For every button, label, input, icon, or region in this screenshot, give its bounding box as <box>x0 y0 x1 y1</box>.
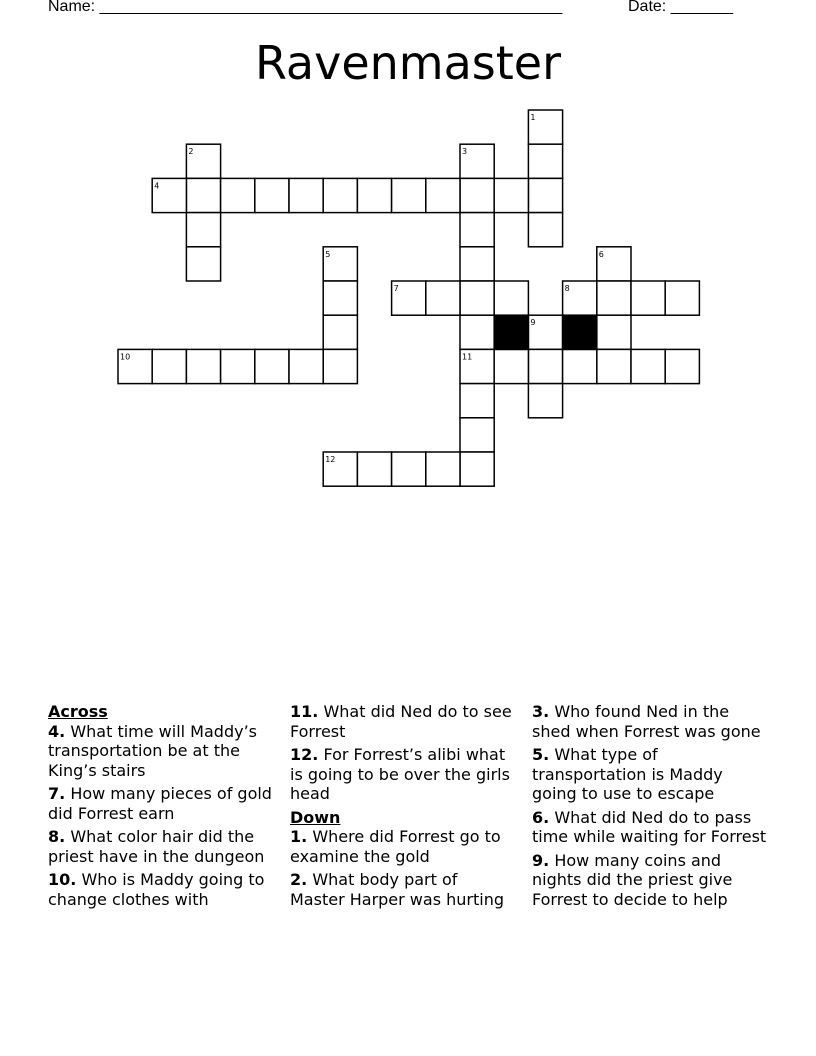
grid-cell[interactable] <box>186 349 220 383</box>
black-square <box>494 315 528 349</box>
clue-down-2 <box>290 870 516 909</box>
grid-cell[interactable] <box>494 281 528 315</box>
clue-number-label: 10 <box>120 352 131 362</box>
across-heading: Across <box>48 702 108 721</box>
grid-cell[interactable] <box>460 178 494 212</box>
grid-cell[interactable] <box>186 178 220 212</box>
grid-cell[interactable] <box>631 349 665 383</box>
clue-text: What color hair did the priest have in the dungeon <box>48 827 265 866</box>
clue-text: Who is Maddy going to change clothes with <box>48 870 265 909</box>
crossword-grid <box>0 0 816 520</box>
grid-cell[interactable] <box>460 452 494 486</box>
clue-down-5 <box>532 745 768 804</box>
clue-across-8 <box>48 827 284 866</box>
grid-cell[interactable] <box>528 178 562 212</box>
grid-cell[interactable] <box>221 178 255 212</box>
grid-cell[interactable] <box>460 418 494 452</box>
clue-column-3 <box>532 702 768 913</box>
grid-cell[interactable] <box>460 281 494 315</box>
grid-cell[interactable] <box>392 452 426 486</box>
grid-cell[interactable] <box>528 213 562 247</box>
grid-cell[interactable] <box>528 144 562 178</box>
grid-cell[interactable] <box>426 178 460 212</box>
grid-cell[interactable] <box>665 281 699 315</box>
clue-number-label: 2 <box>188 147 194 157</box>
grid-cell[interactable] <box>597 349 631 383</box>
grid-cell[interactable] <box>186 213 220 247</box>
grid-cell[interactable] <box>494 178 528 212</box>
grid-cell[interactable] <box>323 281 357 315</box>
grid-cell[interactable] <box>186 247 220 281</box>
clue-down-9 <box>532 851 768 910</box>
page-title: Ravenmaster <box>254 36 562 90</box>
clue-text: What did Ned do to pass time while waiting for Forrest <box>532 807 767 846</box>
clue-number: 5. <box>532 745 550 764</box>
grid-cell[interactable] <box>460 247 494 281</box>
clue-text: How many coins and nights did the priest give Forrest to decide to help <box>532 850 733 909</box>
clue-number-label: 12 <box>325 455 336 464</box>
grid-cell[interactable] <box>426 452 460 486</box>
grid-cell[interactable] <box>528 384 562 418</box>
clue-across-4 <box>48 722 284 781</box>
clue-text: What time will Maddy’s transportation be at the King’s stairs <box>48 721 257 780</box>
name-field: Name: ____________________________________________________ <box>48 0 563 15</box>
grid-cell[interactable] <box>460 315 494 349</box>
grid-cell[interactable] <box>563 349 597 383</box>
clue-number-label: 5 <box>325 249 331 259</box>
clue-number: 7. <box>48 784 66 803</box>
clue-number: 8. <box>48 827 66 846</box>
grid-cell[interactable] <box>597 315 631 349</box>
clue-number-label: 4 <box>154 181 160 191</box>
clue-text: What type of transportation is Maddy going to use to escape <box>532 745 723 803</box>
grid-cell[interactable] <box>631 281 665 315</box>
grid-cell[interactable] <box>665 349 699 383</box>
grid-cell[interactable] <box>392 178 426 212</box>
clue-across-12 <box>290 745 516 804</box>
grid-cell[interactable] <box>460 384 494 418</box>
clue-number: 4. <box>48 721 66 741</box>
clue-column-2 <box>290 702 516 913</box>
grid-cell[interactable] <box>323 178 357 212</box>
clue-number: 9. <box>532 850 550 870</box>
grid-cell[interactable] <box>323 349 357 383</box>
down-heading: Down <box>290 807 341 827</box>
clue-across-10 <box>48 870 284 909</box>
grid-cell[interactable] <box>426 281 460 315</box>
black-square <box>563 315 597 349</box>
grid-cell[interactable] <box>357 452 391 486</box>
clue-number: 2. <box>290 870 308 889</box>
grid-cell[interactable] <box>494 349 528 383</box>
clue-text: For Forrest’s alibi what is going to be over the girls head <box>290 745 510 803</box>
grid-cell[interactable] <box>357 178 391 212</box>
clue-down-3 <box>532 702 768 741</box>
clue-number-label: 11 <box>462 352 473 362</box>
clue-number-label: 9 <box>530 318 536 328</box>
clue-number: 12. <box>290 745 319 764</box>
grid-cell[interactable] <box>528 349 562 383</box>
grid-cell[interactable] <box>255 349 289 383</box>
clue-number: 11. <box>290 702 319 721</box>
clue-number: 6. <box>532 807 550 827</box>
clue-text: Who found Ned in the shed when Forrest was gone <box>532 702 761 741</box>
clue-number-label: 8 <box>564 284 570 293</box>
grid-cell[interactable] <box>255 178 289 212</box>
grid-cell[interactable] <box>221 349 255 383</box>
grid-cell[interactable] <box>323 315 357 349</box>
clue-number-label: 1 <box>530 113 536 122</box>
clue-across-11 <box>290 702 516 741</box>
clue-number: 1. <box>290 827 308 846</box>
grid-cell[interactable] <box>289 349 323 383</box>
clue-text: What did Ned do to see Forrest <box>290 702 512 741</box>
clue-down-1 <box>290 827 516 866</box>
clue-across-7 <box>48 784 284 823</box>
grid-cell[interactable] <box>597 281 631 315</box>
grid-cell[interactable] <box>152 349 186 383</box>
clue-number-label: 7 <box>393 284 399 293</box>
clue-text: How many pieces of gold did Forrest earn <box>48 784 272 823</box>
clue-column-1 <box>48 702 284 913</box>
clue-text: What body part of Master Harper was hurting <box>290 870 504 909</box>
clue-text: Where did Forrest go to examine the gold <box>290 827 501 866</box>
clue-number: 3. <box>532 702 550 721</box>
grid-cell[interactable] <box>289 178 323 212</box>
clue-number: 10. <box>48 870 77 889</box>
clue-down-6 <box>532 808 768 847</box>
date-field: Date: _______ <box>628 0 733 15</box>
grid-cell[interactable] <box>460 213 494 247</box>
clue-number-label: 3 <box>462 147 468 157</box>
clue-number-label: 6 <box>598 249 604 259</box>
